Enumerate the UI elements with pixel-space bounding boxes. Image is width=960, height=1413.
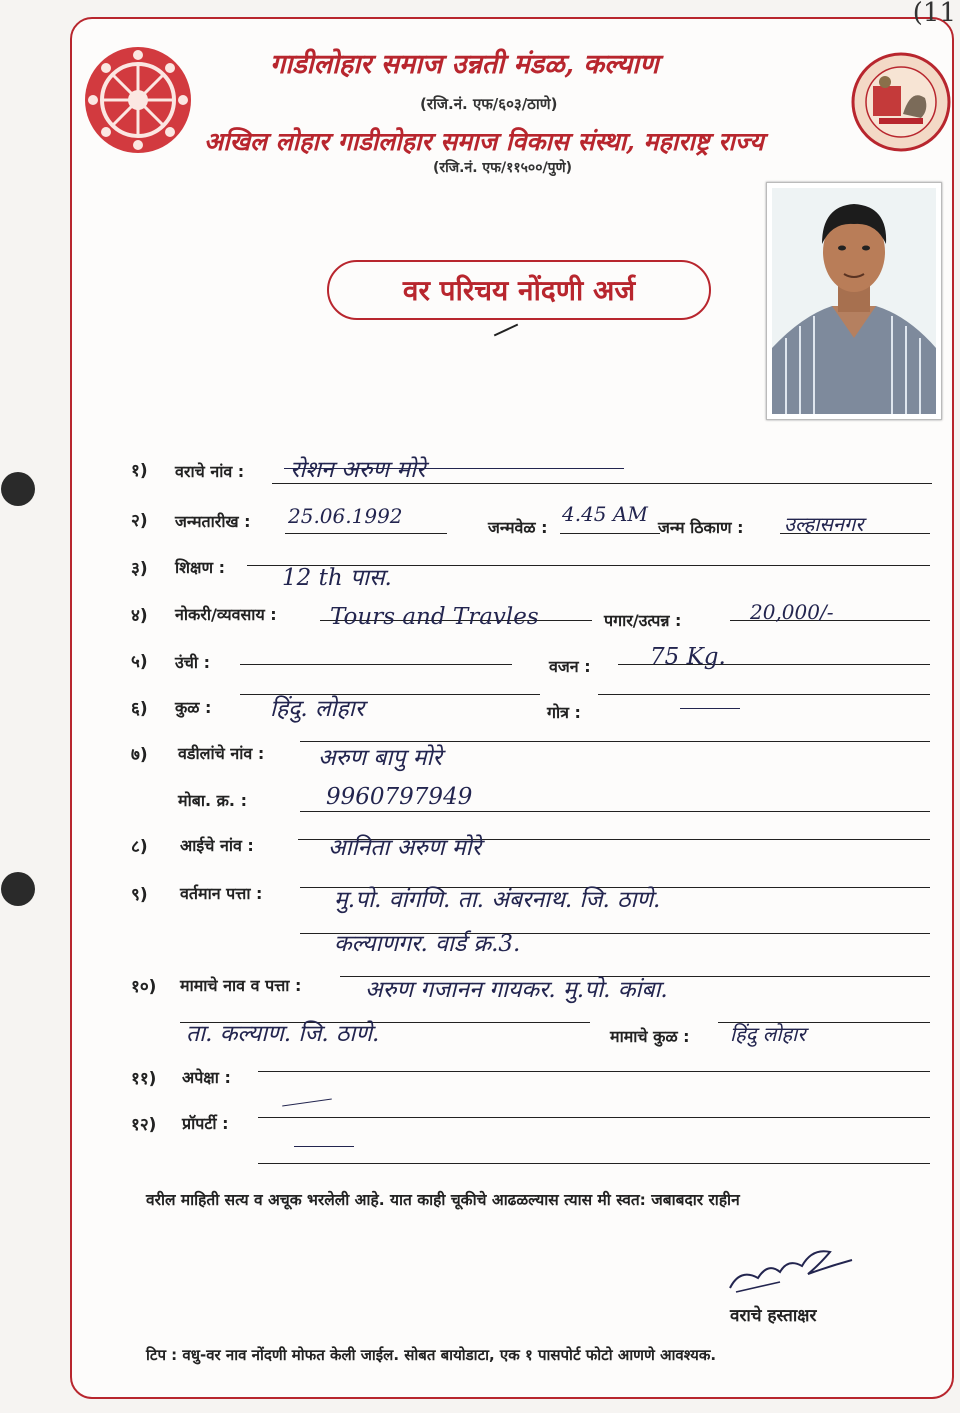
signature-scribble-icon [720, 1238, 860, 1298]
mother-name-label: आईचे नांव : [180, 836, 254, 855]
birth-time-line [560, 533, 660, 534]
birth-place-label: जन्म ठिकाण : [658, 518, 744, 537]
birth-time-value: 4.45 AM [562, 502, 648, 526]
occupation-label: नोकरी/व्यवसाय : [175, 605, 277, 624]
groom-name-value: रोशन अरुण मोरे [290, 457, 426, 483]
maternal-uncle-value-line-2: ता. कल्याण. जि. ठाणे. [186, 1021, 380, 1047]
field-6-number: ६) [131, 699, 148, 719]
groom-signature [720, 1238, 860, 1302]
mobile-label: मोबा. क्र. : [178, 791, 247, 810]
seal-icon [851, 52, 951, 152]
punch-hole-top [1, 472, 35, 506]
org-seal-right [851, 52, 951, 152]
gotra-line [598, 694, 930, 695]
maternal-clan-value: हिंदु लोहार [730, 1022, 806, 1046]
weight-value: 75 Kg. [650, 644, 726, 670]
height-line [240, 664, 512, 665]
clan-label: कुळ : [175, 698, 212, 717]
expectations-label: अपेक्षा : [182, 1068, 231, 1087]
maternal-uncle-label: मामाचे नाव व पत्ता : [180, 976, 302, 995]
maternal-clan-label: मामाचे कुळ : [610, 1027, 690, 1046]
income-value: 20,000/- [750, 600, 834, 624]
mobile-line [300, 811, 930, 812]
field-12-number: १२) [131, 1115, 157, 1135]
address-label: वर्तमान पत्ता : [180, 884, 263, 903]
field-1-scribble [284, 468, 624, 469]
person-photo-icon [772, 188, 936, 414]
property-label: प्रॉपर्टी : [182, 1114, 229, 1133]
property-line-2 [258, 1163, 930, 1164]
field-11-number: ११) [131, 1069, 157, 1089]
field-4-number: ४) [131, 606, 148, 626]
org-emblem-left [83, 45, 193, 155]
corner-mark: (11 [912, 0, 956, 28]
mobile-value: 9960797949 [326, 784, 473, 810]
height-label: उंची : [175, 653, 211, 672]
gotra-label: गोत्र : [547, 703, 581, 722]
punch-hole-bottom [1, 872, 35, 906]
expectations-line [258, 1071, 930, 1072]
field-5-number: ५) [131, 652, 148, 672]
address-value-line-2: कल्याणगर. वार्ड क्र.3. [334, 931, 521, 957]
form-title: वर परिचय नोंदणी अर्ज [327, 260, 711, 320]
property-dash [294, 1146, 354, 1147]
clan-value: हिंदु. लोहार [270, 696, 365, 722]
field-1-label: वराचे नांव : [175, 462, 245, 481]
field-10-number: १०) [131, 977, 157, 997]
org-name: गाडीलोहार समाज उन्नती मंडळ, कल्याण [270, 49, 659, 80]
education-label: शिक्षण : [175, 558, 226, 577]
occupation-value: Tours and Travles [330, 604, 539, 630]
dob-value: 25.06.1992 [288, 504, 403, 528]
maternal-uncle-value-line-1: अरुण गजानन गायकर. मु.पो. कांबा. [365, 977, 668, 1003]
birth-place-value: उल्हासनगर [784, 512, 864, 536]
org-registration: (रजि.नं. एफ/६०३/ठाणे) [420, 95, 558, 113]
birth-time-label: जन्मवेळ : [488, 518, 548, 537]
father-name-value: अरुण बापु मोरे [318, 745, 442, 771]
income-label: पगार/उत्पन्न : [604, 611, 682, 630]
passport-photo [766, 182, 942, 420]
gotra-dash [680, 708, 740, 709]
wheel-emblem-icon [83, 45, 193, 155]
address-value-line-1: मु.पो. वांगणि. ता. अंबरनाथ. जि. ठाणे. [334, 887, 661, 913]
dob-label: जन्मतारीख : [175, 512, 251, 531]
field-8-number: ८) [131, 837, 148, 857]
property-line-1 [258, 1117, 930, 1118]
institute-name: अखिल लोहार गाडीलोहार समाज विकास संस्था, महाराष्ट्र राज्य [204, 127, 764, 156]
field-9-number: ९) [131, 885, 148, 905]
field-7-number: ७) [131, 745, 148, 765]
education-value: 12 th पास. [282, 565, 392, 591]
weight-label: वजन : [549, 657, 591, 676]
declaration-text: वरील माहिती सत्य व अचूक भरलेली आहे. यात काही चूकीचे आढळल्यास त्यास मी स्वत: जबाबदार राहीन [146, 1191, 740, 1209]
signature-label: वराचे हस्ताक्षर [730, 1306, 817, 1326]
footer-note: टिप : वधु-वर नाव नोंदणी मोफत केली जाईल. सोबत बायोडाटा, एक १ पासपोर्ट फोटो आणणे आवश्यक. [146, 1346, 717, 1364]
dob-line [285, 533, 447, 534]
field-3-number: ३) [131, 559, 148, 579]
institute-registration: (रजि.नं. एफ/११५००/पुणे) [433, 160, 573, 176]
field-1-number: १) [131, 461, 148, 481]
father-name-label: वडीलांचे नांव : [178, 744, 265, 763]
mother-name-value: आनिता अरुण मोरे [328, 835, 481, 861]
field-2-number: २) [131, 511, 148, 531]
